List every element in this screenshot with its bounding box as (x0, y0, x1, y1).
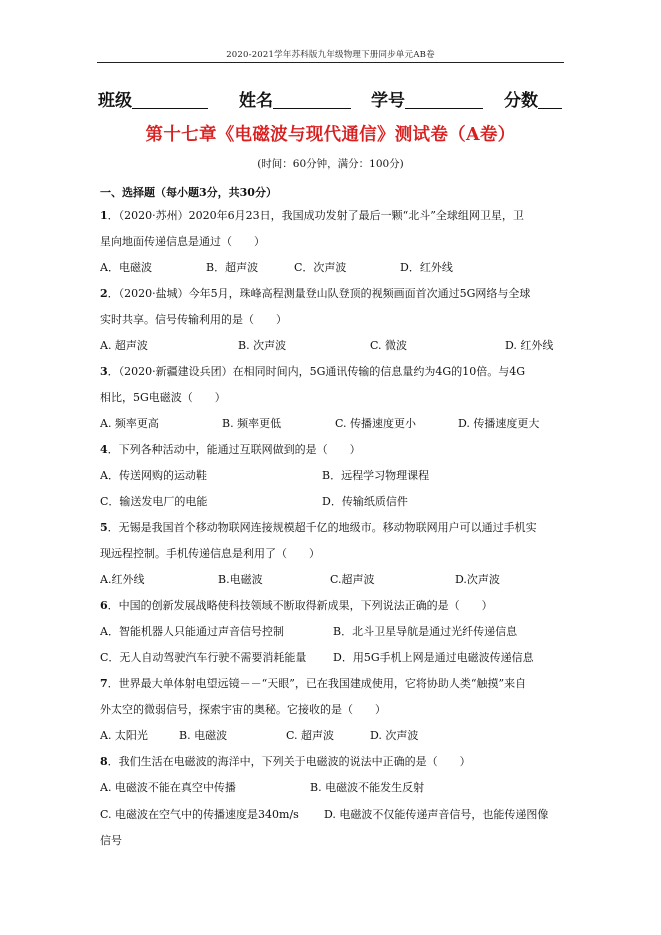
question-text: 相比，5G电磁波（ ） (100, 391, 226, 404)
question-text: ．我们生活在电磁波的海洋中，下列关于电磁波的说法中正确的是（ ） (107, 755, 471, 768)
option-d[interactable]: D. 电磁波不仅能传递声音信号，也能传递图像 (324, 808, 549, 821)
option-b[interactable]: B. 次声波 (238, 339, 287, 352)
option-a[interactable]: A．电磁波 (100, 261, 152, 274)
question-text: ．（2020·盐城）今年5月，珠峰高程测量登山队登顶的视频画面首次通过5G网络与全球 (107, 287, 531, 300)
class-field (98, 86, 208, 111)
option-b[interactable]: B．北斗卫星导航是通过光纤传递信息 (333, 625, 518, 638)
question-number: 3 (100, 365, 108, 378)
question-number: 4 (100, 443, 108, 456)
option-c[interactable]: C. 传播速度更小 (335, 417, 417, 430)
question-3 (100, 363, 525, 379)
question-text: 实时共享。信号传输利用的是（ ） (100, 313, 287, 326)
question-number: 6 (100, 599, 108, 612)
question-7 (100, 675, 526, 691)
option-c[interactable]: C．次声波 (294, 261, 347, 274)
option-b[interactable]: B．远程学习物理课程 (322, 469, 430, 482)
option-d[interactable]: D.次声波 (455, 573, 500, 586)
question-5 (100, 519, 537, 535)
question-number: 7 (100, 677, 108, 690)
option-b[interactable]: B. 频率更低 (222, 417, 282, 430)
option-a[interactable]: A. 频率更高 (100, 417, 159, 430)
option-b[interactable]: B．超声波 (206, 261, 259, 274)
option-d[interactable]: D．用5G手机上网是通过电磁波传递信息 (333, 651, 534, 664)
question-text: ．无锡是我国首个移动物联网连接规模超千亿的地级市。移动物联网用户可以通过手机实 (107, 521, 537, 534)
option-d[interactable]: D．红外线 (400, 261, 453, 274)
option-d[interactable]: D．传输纸质信件 (322, 495, 408, 508)
option-a[interactable]: A．传送网购的运动鞋 (100, 469, 207, 482)
score-label: 分数 (504, 91, 538, 111)
option-d[interactable]: D. 传播速度更大 (458, 417, 540, 430)
question-number: 1 (100, 209, 108, 222)
class-blank[interactable] (132, 90, 208, 109)
student-info-row (98, 86, 568, 110)
exam-subtitle: (时间：60分钟，满分：100分) (257, 158, 404, 170)
option-c[interactable]: C. 电磁波在空气中的传播速度是340m/s (100, 808, 299, 821)
question-8 (100, 753, 471, 769)
question-text: ．下列各种活动中，能通过互联网做到的是（ ） (107, 443, 361, 456)
student-id-blank[interactable] (405, 90, 483, 109)
option-c[interactable]: C. 微波 (370, 339, 408, 352)
score-field (504, 86, 562, 111)
option-a[interactable]: A. 太阳光 (100, 729, 148, 742)
option-c[interactable]: C. 超声波 (286, 729, 335, 742)
question-number: 5 (100, 521, 108, 534)
option-d[interactable]: D. 红外线 (505, 339, 554, 352)
name-blank[interactable] (273, 90, 351, 109)
option-a[interactable]: A．智能机器人只能通过声音信号控制 (100, 625, 284, 638)
option-d[interactable]: D. 次声波 (370, 729, 419, 742)
option-b[interactable]: B. 电磁波 (179, 729, 228, 742)
score-blank[interactable] (538, 90, 562, 109)
question-text: 现远程控制。手机传递信息是利用了（ ） (100, 547, 320, 560)
option-d-continued: 信号 (100, 834, 122, 847)
option-a[interactable]: A. 电磁波不能在真空中传播 (100, 781, 236, 794)
header-rule (97, 62, 564, 63)
question-1 (100, 207, 524, 223)
name-field (239, 86, 351, 111)
student-id-field (371, 86, 483, 111)
question-4 (100, 441, 361, 457)
option-b[interactable]: B.电磁波 (218, 573, 263, 586)
page-header: 2020-2021学年苏科版九年级物理下册同步单元AB卷 (226, 50, 435, 60)
option-c[interactable]: C.超声波 (330, 573, 375, 586)
option-c[interactable]: C．无人自动驾驶汽车行驶不需要消耗能量 (100, 651, 307, 664)
question-text: ．中国的创新发展战略使科技领域不断取得新成果，下列说法正确的是（ ） (107, 599, 493, 612)
student-id-label: 学号 (371, 91, 405, 111)
section-heading: 一、选择题（每小题3分，共30分） (100, 186, 277, 199)
question-6 (100, 597, 493, 613)
question-text: ．（2020·新疆建设兵团）在相同时间内，5G通讯传输的信息量约为4G的10倍。与4G (107, 365, 525, 378)
option-c[interactable]: C．输送发电厂的电能 (100, 495, 208, 508)
option-b[interactable]: B. 电磁波不能发生反射 (310, 781, 425, 794)
question-text: ．（2020·苏州）2020年6月23日，我国成功发射了最后一颗“北斗”全球组网卫星，卫 (107, 209, 524, 222)
question-2 (100, 285, 530, 301)
option-a[interactable]: A. 超声波 (100, 339, 148, 352)
name-label: 姓名 (239, 91, 273, 111)
question-text: ．世界最大单体射电望远镜－－“天眼”，已在我国建成使用，它将协助人类“触摸”来自 (107, 677, 527, 690)
question-number: 2 (100, 287, 108, 300)
exam-title: 第十七章《电磁波与现代通信》测试卷（A卷） (145, 125, 516, 145)
question-number: 8 (100, 755, 108, 768)
class-label: 班级 (98, 91, 132, 111)
option-a[interactable]: A.红外线 (100, 573, 145, 586)
question-text: 外太空的微弱信号，探索宇宙的奥秘。它接收的是（ ） (100, 703, 386, 716)
question-text: 星向地面传递信息是通过（ ） (100, 235, 265, 248)
